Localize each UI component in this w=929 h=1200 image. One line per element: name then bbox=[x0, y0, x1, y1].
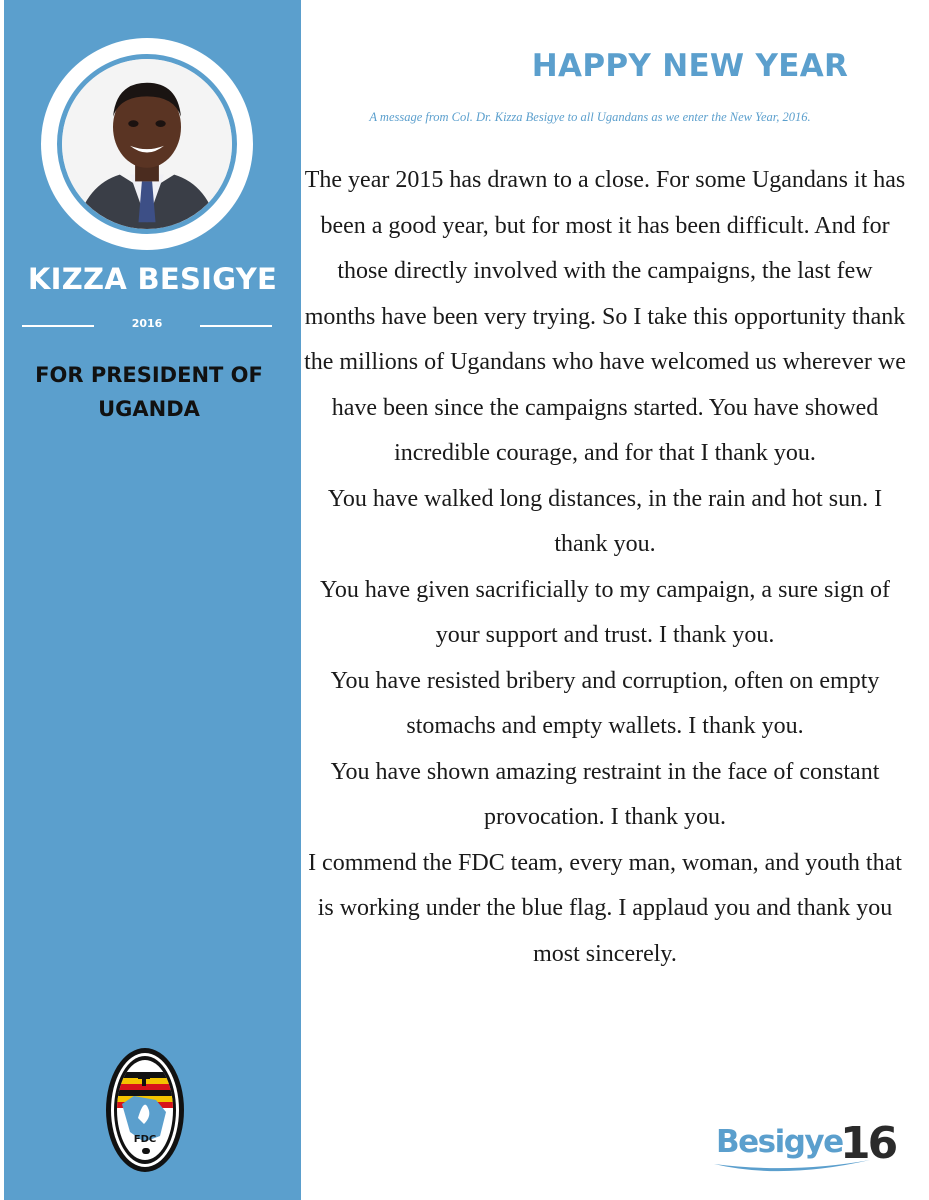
brand-number: 16 bbox=[840, 1118, 896, 1169]
message-paragraph: I commend the FDC team, every man, woman, and youth that is working under the blue flag. I applaud you and thank you most sincerely. bbox=[308, 849, 902, 967]
page-subtitle: A message from Col. Dr. Kizza Besigye to all Ugandans as we enter the New Year, 2016. bbox=[369, 110, 811, 124]
message-body bbox=[300, 158, 910, 977]
message-paragraph: You have given sacrificially to my campaign, a sure sign of your support and trust. I thank you. bbox=[319, 576, 891, 648]
office-line-2: UGANDA bbox=[98, 397, 200, 421]
page-title: HAPPY NEW YEAR bbox=[531, 48, 849, 84]
portrait-ring bbox=[41, 38, 253, 250]
candidate-portrait-icon bbox=[57, 54, 237, 234]
office-heading bbox=[4, 358, 294, 426]
candidate-name: KIZZA BESIGYE bbox=[27, 262, 278, 296]
emblem-label: FDC bbox=[133, 1134, 157, 1145]
fdc-party-emblem-icon bbox=[104, 1046, 186, 1174]
brand-swoosh-icon bbox=[712, 1156, 872, 1178]
divider-line-right bbox=[200, 325, 272, 327]
office-line-1: FOR PRESIDENT OF bbox=[35, 363, 263, 387]
sidebar-panel bbox=[4, 0, 301, 1200]
brand-word: Besigye bbox=[716, 1124, 843, 1160]
message-paragraph: You have resisted bribery and corruption, often on empty stomachs and empty wallets. I thank you. bbox=[330, 667, 880, 739]
message-paragraph: The year 2015 has drawn to a close. For some Ugandans it has been a good year, but for most it has been difficult. And for those directly involved with the campaigns, the last few months have been very trying. So I take this opportunity thank the millions of Ugandans who have welcomed us wherever we have been since the campaigns started. You have showed incredible courage, and for that I thank you. bbox=[304, 167, 906, 466]
message-paragraph: You have shown amazing restraint in the face of constant provocation. I thank you. bbox=[330, 758, 880, 830]
message-paragraph: You have walked long distances, in the rain and hot sun. I thank you. bbox=[327, 485, 883, 557]
besigye16-logo bbox=[712, 1118, 896, 1180]
campaign-year: 2016 bbox=[131, 317, 163, 330]
year-divider bbox=[22, 317, 272, 335]
